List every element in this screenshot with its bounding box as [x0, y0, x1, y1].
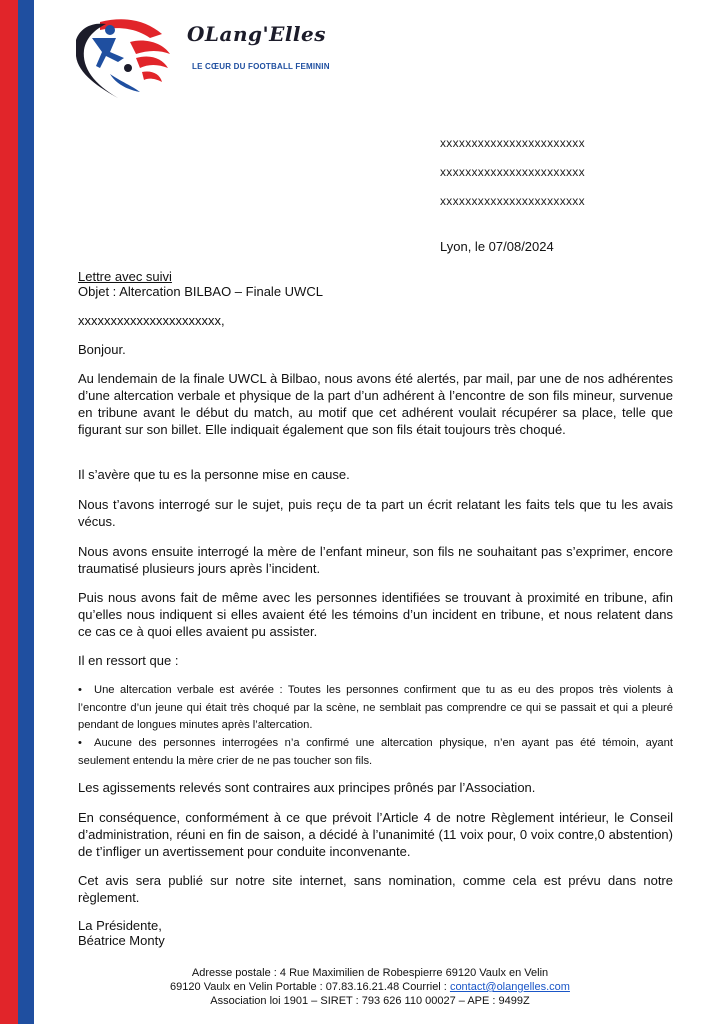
recipient-line-3: xxxxxxxxxxxxxxxxxxxxxxx: [440, 194, 585, 208]
paragraph-interview-mother: Nous avons ensuite interrogé la mère de l’enfant mineur, son fils ne souhaitant pas s’exprimer, encore traumatisé plusieurs jours après l’incident.: [78, 544, 673, 576]
left-red-band: [0, 0, 18, 1024]
paragraph-decision: En conséquence, conformément à ce que prévoit l’Article 4 de notre Règlement intérieur, le Conseil d’administration, réuni en fin de saison, a décidé à l’unanimité (11 voix pour, 0 voix contre,0 abstention) de t’infliger un avertissement pour conduite inconvenante.: [78, 810, 673, 859]
signature-role: La Présidente,: [78, 918, 162, 933]
logo-wordmark: OLang'Elles: [187, 22, 327, 46]
bullet-text: Une altercation verbale est avérée : Toutes les personnes confirment que tu as eu des propos très violents à l’encontre d’un jeune qui était très choqué par la scène, ne semblait pas comprendre ce qui se passait et qui a pleuré pendant de longues minutes après l’altercation.: [78, 684, 673, 731]
recipient-line-2: xxxxxxxxxxxxxxxxxxxxxxx: [440, 165, 585, 179]
bullet-marker: •: [78, 737, 82, 749]
salutation-name: xxxxxxxxxxxxxxxxxxxxxx,: [78, 313, 225, 328]
paragraph-person-involved: Il s’avère que tu es la personne mise en cause.: [78, 467, 350, 482]
paragraph-interview-member: Nous t’avons interrogé sur le sujet, puis reçu de ta part un écrit relatant les faits tels que tu les avais vécus.: [78, 497, 673, 529]
recipient-line-1: xxxxxxxxxxxxxxxxxxxxxxx: [440, 136, 585, 150]
paragraph-witnesses: Puis nous avons fait de même avec les personnes identifiées se trouvant à proximité en tribune, afin qu’elles nous indiquent si elles avaient été les témoins d’un incident en tribune, et nous relatent dans ce cas ce à quoi elles avaient pu assister.: [78, 590, 673, 639]
footer-contact: [100, 980, 640, 994]
subject-line: Objet : Altercation BILBAO – Finale UWCL: [78, 284, 323, 299]
bullet-marker: •: [78, 684, 82, 696]
paragraph-principles: Les agissements relevés sont contraires aux principes prônés par l’Association.: [78, 780, 536, 795]
bullet-verbal-altercation: [78, 682, 673, 735]
footer-legal: Association loi 1901 – SIRET : 793 626 110 00027 – APE : 9499Z: [210, 995, 530, 1007]
footer-email-link[interactable]: contact@olangelles.com: [449, 981, 570, 993]
bullet-text: Aucune des personnes interrogées n’a confirmé une altercation physique, n’en ayant pas été témoin, ayant seulement entendu la mère crier de ne pas toucher son fils.: [78, 737, 673, 767]
logo-tagline: LE CŒUR DU FOOTBALL FEMININ: [192, 62, 330, 71]
bullet-physical-altercation: [78, 735, 673, 770]
letter-type: Lettre avec suivi: [78, 269, 172, 284]
greeting: Bonjour.: [78, 342, 126, 357]
date-line: Lyon, le 07/08/2024: [440, 239, 554, 254]
paragraph-publication: Cet avis sera publié sur notre site internet, sans nomination, comme cela est prévu dans notre règlement.: [78, 873, 673, 905]
paragraph-incident-report: Au lendemain de la finale UWCL à Bilbao, nous avons été alertés, par mail, par une de nos adhérentes d’une altercation verbale et physique de la part d’un adhérent à l’encontre de son fils mineur, survenue en tribune avant le début du match, au motif que cet adhérent voulait récupérer sa place, telle que figurant sur son billet. Elle indiquait également que son fils était toujours très choqué.: [78, 371, 673, 437]
footer-phone: 69120 Vaulx en Velin Portable : 07.83.16.21.48 Courriel :: [170, 981, 450, 993]
footer-address: Adresse postale : 4 Rue Maximilien de Robespierre 69120 Vaulx en Velin: [191, 967, 549, 979]
signature-name: Béatrice Monty: [78, 933, 165, 948]
footer: [100, 966, 640, 1008]
left-blue-band: [18, 0, 34, 1024]
olangelles-logo: [70, 12, 350, 102]
paragraph-findings-intro: Il en ressort que :: [78, 653, 179, 668]
